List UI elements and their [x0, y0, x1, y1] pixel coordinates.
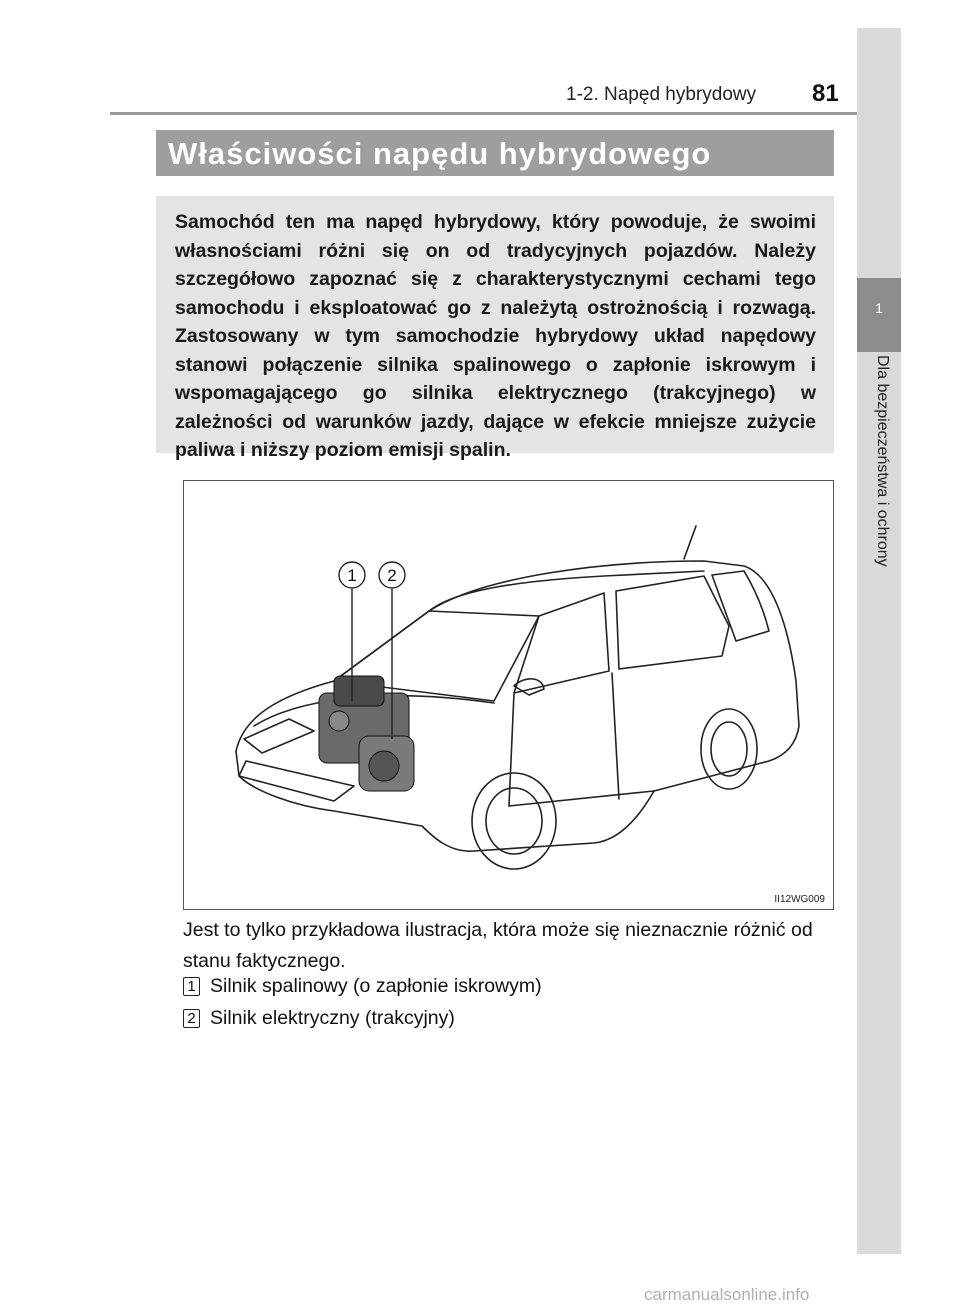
car-antenna: [684, 526, 696, 559]
car-illustration: [183, 480, 834, 910]
engine-assembly: [319, 676, 414, 791]
legend-item-1: [183, 975, 542, 998]
chapter-sidebar: [857, 28, 901, 1254]
car-sill: [509, 791, 654, 806]
callout-number-1: 1: [347, 566, 357, 585]
legend-text-1: Silnik spalinowy (o zapłonie iskrowym): [210, 975, 542, 997]
chapter-tab-number: 1: [875, 300, 883, 316]
watermark: carmanualsonline.info: [644, 1285, 810, 1304]
intro-text: Samochód ten ma napęd hybrydowy, który powoduje, że swoimi własnościami różni się on od tradycyjnych pojazdów. Należy szczegółowo zapoznać się z charakterystycznymi cechami tego samochodu i eksploatować go z należytą ostrożnością i rozwagą. Zastosowany w tym samochodzie hybrydowy układ napędowy stanowi połączenie silnika spalinowego o zapłonie iskrowym i wspomagającego go silnika elektrycznego (trakcyjnego) w zależności od warunków jazdy, dające w efekcie mniejsze zużycie paliwa i niższy poziom emisji spalin.: [175, 211, 816, 461]
header-rule: [110, 112, 857, 115]
legend-text-2: Silnik elektryczny (trakcyjny): [210, 1007, 455, 1029]
car-front-window: [514, 593, 609, 693]
car-quarter-window: [712, 571, 769, 641]
intro-box: [156, 196, 834, 461]
title-banner: [156, 130, 834, 176]
legend-item-2: [183, 1007, 455, 1030]
callout-number-2: 2: [387, 566, 397, 585]
legend-badge-1: 1: [183, 977, 200, 996]
car-door-line-rear: [612, 673, 619, 799]
legend-badge-2: 2: [183, 1009, 200, 1028]
car-rear-window: [616, 576, 729, 669]
figure-caption: Jest to tylko przykładowa ilustracja, która może się nieznacznie różnić od stanu faktycznego.: [183, 919, 813, 972]
car-rear-wheel: [701, 709, 757, 789]
car-roof-line: [429, 571, 704, 611]
page-title: Właściwości napędu hybrydowego: [168, 136, 712, 171]
car-headlight: [244, 719, 314, 753]
figure-code: II12WG009: [774, 894, 825, 905]
page-number: 81: [812, 80, 839, 107]
chapter-tab-label: Dla bezpieczeństwa i ochrony: [874, 355, 891, 567]
section-heading: 1-2. Napęd hybrydowy: [566, 84, 757, 105]
car-grille: [239, 761, 354, 801]
car-drawing: [184, 481, 833, 909]
